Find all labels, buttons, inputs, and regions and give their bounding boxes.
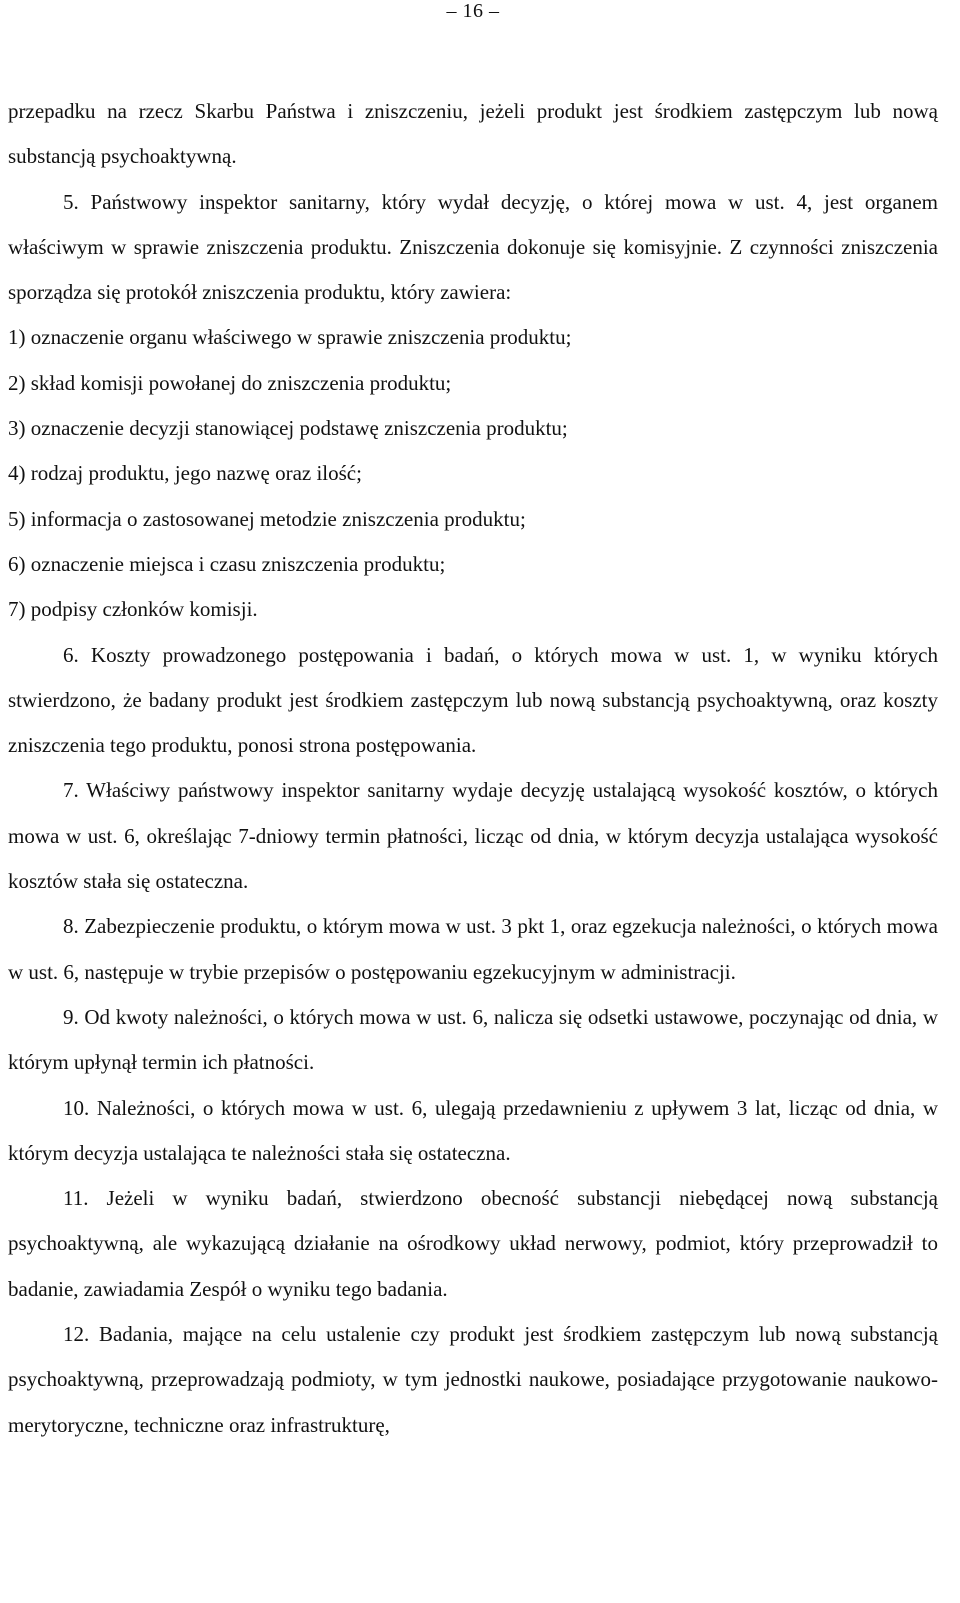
paragraph-12: 12. Badania, mające na celu ustalenie czy produkt jest środkiem zastępczym lub nową substancją psychoaktywną, przeprowadzają podmioty, w tym jednostki naukowe, posiadające przygotowanie naukowo-merytoryczne, techniczne oraz infrastrukturę, [8, 1322, 938, 1437]
protocol-contents-list [8, 315, 938, 632]
list-item: 5) informacja o zastosowanej metodzie zniszczenia produktu; [8, 506, 526, 531]
document-page [8, 0, 938, 1448]
paragraph-5: 5. Państwowy inspektor sanitarny, który wydał decyzję, o której mowa w ust. 4, jest organem właściwym w sprawie zniszczenia produktu. Zniszczenia dokonuje się komisyjnie. Z czynności zniszczenia sporządza się protokół zniszczenia produktu, który zawiera: [8, 189, 938, 305]
paragraph-10: 10. Należności, o których mowa w ust. 6, ulegają przedawnieniu z upływem 3 lat, licząc od dnia, w którym decyzja ustalająca te należności stała się ostateczna. [8, 1095, 938, 1165]
document-body [8, 89, 938, 1448]
list-item: 1) oznaczenie organu właściwego w sprawie zniszczenia produktu; [8, 325, 572, 350]
paragraph-continuation: przepadku na rzecz Skarbu Państwa i zniszczeniu, jeżeli produkt jest środkiem zastępczym lub nową substancją psychoaktywną. [8, 99, 938, 169]
page-number: – 16 – [446, 0, 500, 22]
list-item: 2) skład komisji powołanej do zniszczenia produktu; [8, 370, 452, 395]
list-item: 3) oznaczenie decyzji stanowiącej podstawę zniszczenia produktu; [8, 416, 568, 441]
list-item: 7) podpisy członków komisji. [8, 597, 258, 622]
paragraph-11: 11. Jeżeli w wyniku badań, stwierdzono obecność substancji niebędącej nową substancją psychoaktywną, ale wykazującą działanie na ośrodkowy układ nerwowy, podmiot, który przeprowadził to badanie, zawiadamia Zespół o wyniku tego badania. [8, 1186, 938, 1301]
list-item: 6) oznaczenie miejsca i czasu zniszczenia produktu; [8, 551, 446, 576]
list-item: 4) rodzaj produktu, jego nazwę oraz ilość; [8, 461, 362, 486]
paragraph-8: 8. Zabezpieczenie produktu, o którym mowa w ust. 3 pkt 1, oraz egzekucja należności, o których mowa w ust. 6, następuje w trybie przepisów o postępowaniu egzekucyjnym w administracji. [8, 914, 938, 984]
paragraph-7: 7. Właściwy państwowy inspektor sanitarny wydaje decyzję ustalającą wysokość kosztów, o których mowa w ust. 6, określając 7-dniowy termin płatności, licząc od dnia, w którym decyzja ustalająca wysokość kosztów stała się ostateczna. [8, 778, 938, 894]
paragraph-6: 6. Koszty prowadzonego postępowania i badań, o których mowa w ust. 1, w wyniku których stwierdzono, że badany produkt jest środkiem zastępczym lub nową substancją psychoaktywną, oraz koszty zniszczenia tego produktu, ponosi strona postępowania. [8, 642, 938, 758]
paragraph-9: 9. Od kwoty należności, o których mowa w ust. 6, nalicza się odsetki ustawowe, poczynając od dnia, w którym upłynął termin ich płatności. [8, 1004, 938, 1075]
